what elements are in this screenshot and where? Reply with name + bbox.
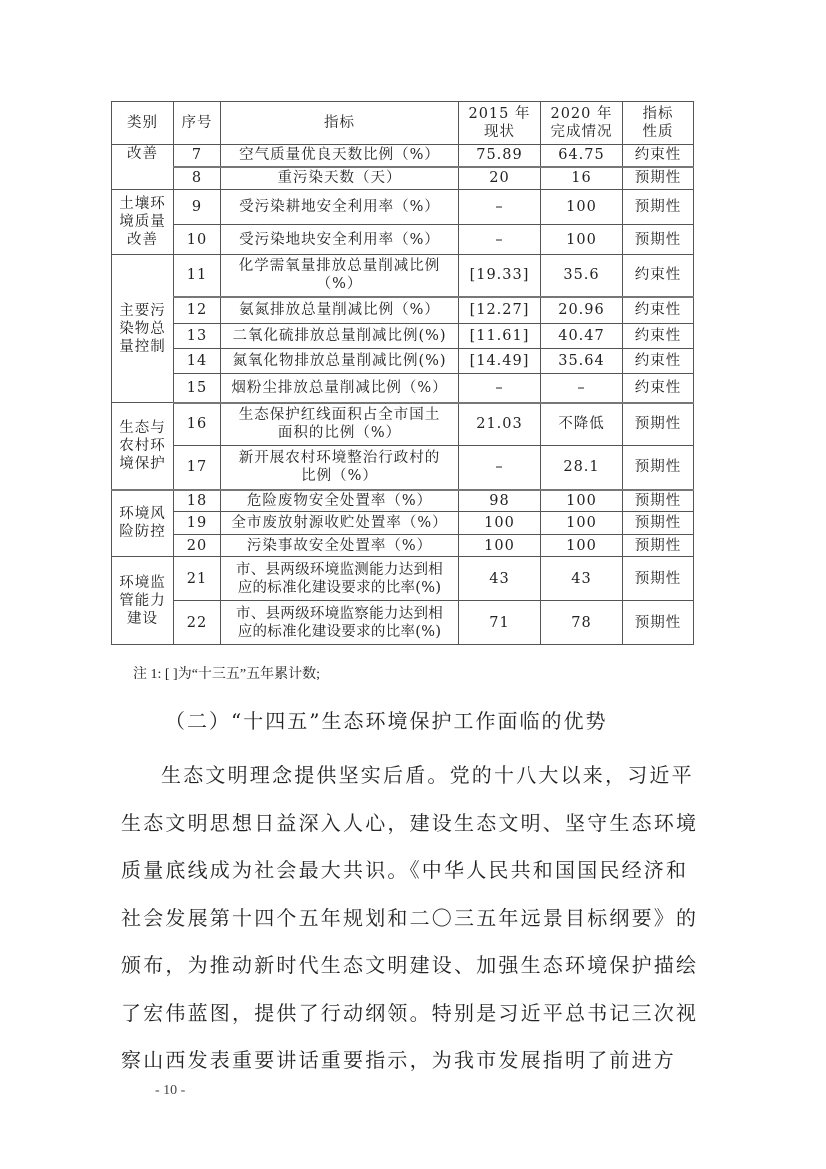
category-line: 量控制: [119, 338, 166, 355]
row-2020-value: 100: [541, 490, 623, 512]
category-cell: [112, 557, 174, 645]
row-number: 22: [174, 601, 221, 645]
table-row: [112, 512, 694, 535]
row-indicator: [221, 446, 459, 490]
row-number: 10: [174, 225, 221, 255]
row-nature: 预期性: [623, 403, 694, 446]
header-number: 序号: [174, 102, 221, 145]
row-nature: 约束性: [623, 145, 694, 167]
category-line: 生态与: [119, 419, 166, 436]
header-2015-line2: 现状: [484, 124, 515, 140]
row-number: 12: [174, 297, 221, 324]
row-number: 17: [174, 446, 221, 490]
row-nature: 预期性: [623, 190, 694, 225]
row-indicator: 烟粉尘排放总量削减比例（%）: [221, 374, 459, 403]
category-line: 境保护: [119, 455, 166, 472]
row-nature: 约束性: [623, 374, 694, 403]
row-2015-value: [19.33]: [459, 255, 541, 297]
paragraph-line: 了宏伟蓝图，提供了行动纲领。特别是习近平总书记三次视: [121, 1000, 699, 1025]
paragraph-line: 质量底线成为社会最大共识。《中华人民共和国国民经济和: [121, 858, 689, 882]
row-indicator: 氮氧化物排放总量削减比例(%): [221, 349, 459, 374]
row-2015-value: –: [459, 225, 541, 255]
row-2015-value: 100: [459, 535, 541, 557]
row-2020-value: 28.1: [541, 446, 623, 490]
row-2015-value: 21.03: [459, 403, 541, 446]
table-row: [112, 557, 694, 601]
table-row: [112, 190, 694, 225]
row-2020-value: 43: [541, 557, 623, 601]
indicator-table: [111, 101, 694, 645]
category-line: 土壤环: [119, 196, 166, 212]
row-nature: 预期性: [623, 490, 694, 512]
row-indicator: 全市废放射源收贮处置率（%）: [221, 512, 459, 535]
header-2015: [459, 102, 541, 145]
row-2020-value: 78: [541, 601, 623, 645]
row-2015-value: –: [459, 190, 541, 225]
category-line: 境质量: [119, 214, 166, 230]
paragraph-line: 生态文明思想日益深入人心，建设生态文明、坚守生态环境: [121, 810, 699, 835]
row-2015-value: –: [459, 446, 541, 490]
indicator-line: 应的标准化建设要求的比率(%): [237, 623, 442, 640]
table-row: [112, 297, 694, 324]
category-cell: [112, 255, 174, 403]
indicator-line: （%）: [316, 276, 363, 293]
table-row: [112, 324, 694, 349]
table-row: [112, 225, 694, 255]
row-number: 21: [174, 557, 221, 601]
table-header-row: [112, 102, 694, 145]
row-number: 7: [174, 145, 221, 167]
row-number: 11: [174, 255, 221, 297]
table-row: [112, 490, 694, 512]
header-nature-line1: 指标: [642, 106, 674, 122]
row-2015-value: –: [459, 374, 541, 403]
row-nature: 预期性: [623, 167, 694, 190]
row-nature: 约束性: [623, 297, 694, 324]
row-indicator: 重污染天数（天）: [221, 167, 459, 190]
body-paragraph: [121, 752, 711, 1085]
row-2020-value: 100: [541, 190, 623, 225]
row-indicator: 危险废物安全处置率（%）: [221, 490, 459, 512]
category-cell: [112, 403, 174, 490]
row-nature: 预期性: [623, 535, 694, 557]
table-row: [112, 145, 694, 167]
row-nature: 约束性: [623, 255, 694, 297]
header-2020-line2: 完成情况: [550, 124, 613, 140]
row-2020-value: 35.6: [541, 255, 623, 297]
section-heading: （二）“十四五”生态环境保护工作面临的优势: [165, 709, 608, 733]
row-number: 18: [174, 490, 221, 512]
row-number: 14: [174, 349, 221, 374]
table-row: [112, 374, 694, 403]
row-2015-value: [11.61]: [459, 324, 541, 349]
row-2015-value: 100: [459, 512, 541, 535]
category-line: 险防控: [119, 524, 166, 541]
row-indicator: [221, 601, 459, 645]
row-2020-value: 100: [541, 225, 623, 255]
row-2015-value: [12.27]: [459, 297, 541, 324]
paragraph-line: 社会发展第十四个五年规划和二〇三五年远景目标纲要》的: [121, 905, 699, 930]
row-indicator: 氨氮排放总量削减比例（%）: [221, 297, 459, 324]
table-row: [112, 349, 694, 374]
row-2020-value: 16: [541, 167, 623, 190]
category-line: 建设: [127, 610, 158, 627]
row-2015-value: 20: [459, 167, 541, 190]
row-number: 20: [174, 535, 221, 557]
category-line: 农村环: [119, 437, 166, 454]
indicator-line: 化学需氧量排放总量削减比例: [238, 258, 441, 275]
row-2015-value: 75.89: [459, 145, 541, 167]
row-indicator: 二氧化硫排放总量削减比例(%): [221, 324, 459, 349]
row-indicator: [221, 255, 459, 297]
row-number: 16: [174, 403, 221, 446]
table-row: [112, 255, 694, 297]
row-2015-value: 71: [459, 601, 541, 645]
row-2020-value: 35.64: [541, 349, 623, 374]
row-2020-value: –: [541, 374, 623, 403]
indicator-line: 市、县两级环境监测能力达到相: [235, 561, 444, 578]
category-line: 主要污: [119, 302, 166, 319]
row-indicator: [221, 557, 459, 601]
row-2020-value: 100: [541, 535, 623, 557]
header-2020-line1: 2020 年: [550, 106, 613, 122]
indicator-line: 新开展农村环境整治行政村的: [238, 450, 441, 467]
table-row: [112, 446, 694, 490]
table-row: [112, 535, 694, 557]
table-row: [112, 601, 694, 645]
row-nature: 预期性: [623, 557, 694, 601]
row-2020-value: 20.96: [541, 297, 623, 324]
paragraph-line: 生态文明理念提供坚实后盾。党的十八大以来，习近平: [161, 763, 694, 787]
paragraph-line: 颁布，为推动新时代生态文明建设、加强生态环境保护描绘: [121, 953, 699, 977]
table-row: [112, 403, 694, 446]
category-line: 染物总: [119, 320, 166, 337]
header-category: 类别: [112, 102, 174, 145]
category-line: 改善: [127, 232, 158, 248]
row-2020-value: 40.47: [541, 324, 623, 349]
indicator-line: 生态保护红线面积占全市国土: [238, 407, 441, 424]
table-note: 注 1: [ ]为“十三五”五年累计数;: [133, 667, 321, 682]
row-nature: 预期性: [623, 512, 694, 535]
row-2015-value: 43: [459, 557, 541, 601]
row-nature: 预期性: [623, 446, 694, 490]
row-number: 8: [174, 167, 221, 190]
category-cell: [112, 190, 174, 255]
row-2015-value: [14.49]: [459, 349, 541, 374]
indicator-line: 应的标准化建设要求的比率(%): [237, 579, 442, 596]
header-nature: [623, 102, 694, 145]
row-indicator: 空气质量优良天数比例（%）: [221, 145, 459, 167]
table-row: [112, 167, 694, 190]
indicator-line: 面积的比例（%）: [277, 425, 402, 442]
row-indicator: 受污染地块安全利用率（%）: [221, 225, 459, 255]
category-line: 环境监: [119, 574, 166, 591]
category-line: 环境风: [119, 506, 166, 523]
category-cell: 改善: [112, 145, 174, 190]
indicator-line: 比例（%）: [301, 468, 378, 485]
row-2020-value: 不降低: [541, 403, 623, 446]
row-2020-value: 64.75: [541, 145, 623, 167]
category-line: 管能力: [119, 592, 166, 609]
row-indicator: [221, 403, 459, 446]
row-nature: 约束性: [623, 324, 694, 349]
page-number: - 10 -: [155, 1083, 186, 1098]
category-cell: [112, 490, 174, 557]
row-2020-value: 100: [541, 512, 623, 535]
row-number: 15: [174, 374, 221, 403]
header-nature-line2: 性质: [642, 124, 674, 140]
row-nature: 预期性: [623, 601, 694, 645]
header-2020: [541, 102, 623, 145]
paragraph-line: 察山西发表重要讲话重要指示，为我市发展指明了前进方: [121, 1048, 676, 1072]
row-2015-value: 98: [459, 490, 541, 512]
row-nature: 约束性: [623, 349, 694, 374]
row-indicator: 污染事故安全处置率（%）: [221, 535, 459, 557]
row-indicator: 受污染耕地安全利用率（%）: [221, 190, 459, 225]
row-number: 13: [174, 324, 221, 349]
header-2015-line1: 2015 年: [468, 106, 531, 122]
row-nature: 预期性: [623, 225, 694, 255]
row-number: 9: [174, 190, 221, 225]
header-indicator: 指标: [221, 102, 459, 145]
indicator-line: 市、县两级环境监察能力达到相: [235, 605, 444, 622]
row-number: 19: [174, 512, 221, 535]
